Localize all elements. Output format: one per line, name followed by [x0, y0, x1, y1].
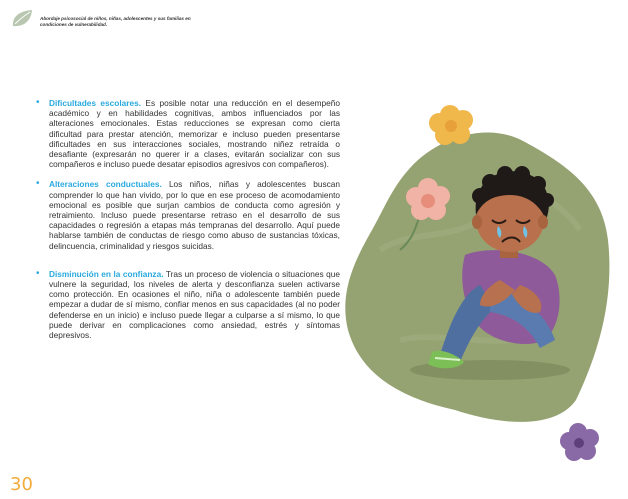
bullet-item-behavior: [36, 179, 340, 250]
paragraph-behavior: [49, 179, 340, 250]
paragraph-school: [49, 98, 340, 169]
heading-behavioral-changes: Alteraciones conductuales.: [49, 179, 162, 190]
bullet-item-school: [36, 98, 340, 169]
header-title: Abordaje psicosocial de niños, niñas, adolescentes y sus familias en condiciones de vulnerabilidad.: [40, 16, 191, 27]
text-behavioral-changes: Los niños, niñas y adolescentes buscan comprender lo que han vivido, por lo que en ese proceso de acomodamiento emocional es posible que surjan cambios de conducta como agresión y retraimiento. Incluso puede presentarse retraso en el desarrollo de sus capacidades o regresión a etapas más tempranas del desarrollo. Aquí puede hablarse también de conductas de riesgo como abuso de sustancias tóxicas, delincuencia, criminalidad y riesgos suicidas.: [49, 179, 340, 251]
bullet-dot: •: [36, 267, 40, 279]
purple-flower-icon: [560, 423, 599, 461]
heading-school-difficulties: Dificultades escolares.: [49, 98, 142, 108]
bullet-dot: •: [36, 97, 40, 108]
header-leaf-icon: [10, 8, 36, 32]
running-header: [10, 8, 210, 32]
crying-child-illustration: [340, 80, 628, 499]
heading-trust-decrease: Disminución en la confianza.: [49, 268, 164, 279]
bullet-dot: •: [36, 178, 40, 190]
bullet-list: [36, 98, 340, 350]
bullet-item-trust: [36, 269, 340, 340]
page-number: 30: [10, 474, 33, 495]
paragraph-trust: [49, 269, 340, 340]
text-trust-decrease: Tras un proceso de violencia o situaciones que vulnere la seguridad, los niveles de alerta y desconfianza suelen activarse como protección. En ocasiones el niño, niña o adolescente también puede empezar a dudar de sí mismo, confiar menos en sus capacidades (al no poder defenderse en un inicio) e incluso puede llegar a culparse a sí mismo, lo que puede derivar en complicaciones como ansiedad, estrés y síntomas depresivos.: [49, 268, 340, 341]
text-school-difficulties: Es posible notar una reducción en el desempeño académico y en habilidades cognitivas, ambos influenciados por las alteraciones emocionales. Estas reducciones se expresan como cierta dificultad para prestar atención, memorizar e incluso pueden presentarse dificultades en sus interacciones sociales, mostrando niñez retraída o desafiante (expresarán no querer ir a clases, evitarán socializar con sus compañeros e incluso puede desatar episodios agresivos con compañeros).: [49, 98, 340, 170]
yellow-flower-icon: [429, 105, 473, 145]
